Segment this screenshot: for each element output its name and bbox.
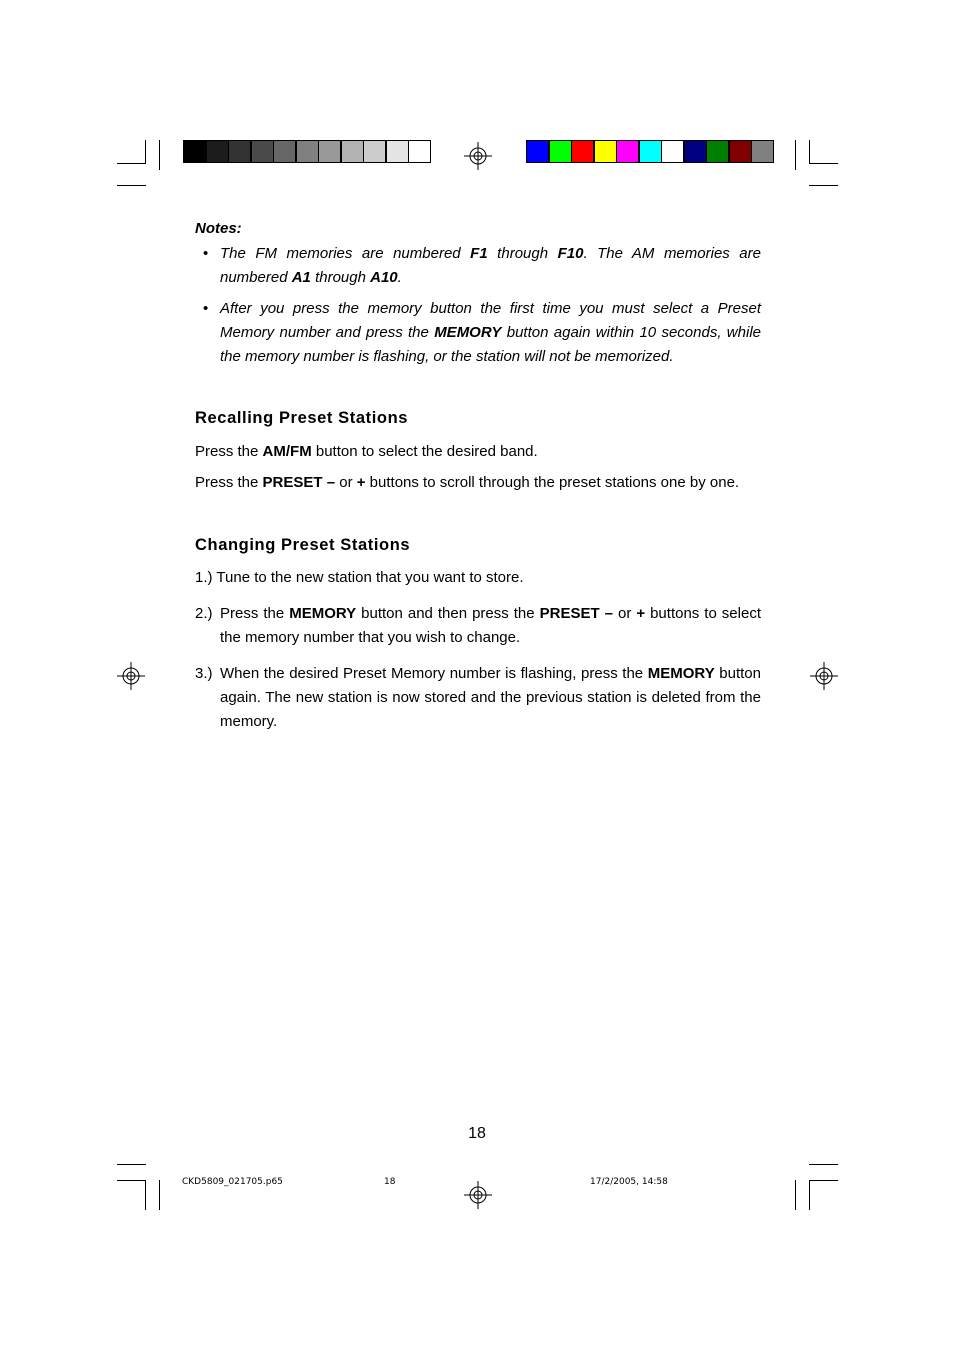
color-swatch <box>526 140 549 163</box>
crop-mark <box>117 1164 146 1165</box>
color-swatch <box>639 140 662 163</box>
color-swatch <box>363 140 386 163</box>
registration-mark-icon <box>464 1181 492 1209</box>
crop-mark <box>795 140 796 170</box>
crop-mark <box>145 1180 146 1210</box>
crop-mark <box>117 1180 146 1181</box>
color-swatch <box>251 140 274 163</box>
bold-text: A10 <box>370 269 398 286</box>
section-heading-changing: Changing Preset Stations <box>195 536 411 554</box>
color-swatch <box>228 140 251 163</box>
color-swatch <box>594 140 617 163</box>
bold-text: AM/FM <box>262 443 312 460</box>
bold-text: F10 <box>557 245 584 262</box>
step-number: 2.) <box>195 605 213 622</box>
footer-filename: CKD5809_021705.p65 <box>182 1177 283 1187</box>
color-swatch <box>549 140 572 163</box>
step-item: When the desired Preset Memory number is flashing, press the MEMORY button again. The new station is now stored and the previous station is deleted from the memory. <box>220 665 761 730</box>
step-number: 3.) <box>195 665 213 682</box>
paragraph: Press the PRESET – or + buttons to scroll through the preset stations one by one. <box>195 474 740 491</box>
crop-mark <box>117 163 146 164</box>
crop-mark <box>159 140 160 170</box>
registration-mark-icon <box>117 662 145 690</box>
color-swatch <box>273 140 296 163</box>
bullet-icon: • <box>203 300 209 317</box>
color-swatch <box>684 140 707 163</box>
crop-mark <box>809 185 838 186</box>
color-swatch <box>183 140 206 163</box>
crop-mark <box>809 140 810 164</box>
section-heading-recalling: Recalling Preset Stations <box>195 409 409 427</box>
color-swatch <box>386 140 409 163</box>
bold-text: A1 <box>291 269 311 286</box>
bold-text: PRESET – <box>262 474 336 491</box>
color-swatch <box>616 140 639 163</box>
registration-mark-icon <box>464 142 492 170</box>
bold-text: F1 <box>470 245 488 262</box>
crop-mark <box>117 185 146 186</box>
bold-text: + <box>356 474 366 491</box>
note-item: The FM memories are numbered F1 through F10. The AM memories are numbered A1 through A10. <box>220 245 761 286</box>
color-swatch <box>706 140 729 163</box>
bold-text: MEMORY <box>289 605 357 622</box>
notes-title: Notes: <box>195 220 242 237</box>
crop-mark <box>159 1180 160 1210</box>
bold-text: MEMORY <box>434 324 502 341</box>
color-swatch <box>408 140 431 163</box>
color-swatch <box>729 140 752 163</box>
color-swatch <box>341 140 364 163</box>
crop-mark <box>809 1180 838 1181</box>
crop-mark <box>809 1164 838 1165</box>
color-swatch <box>206 140 229 163</box>
color-swatch <box>751 140 774 163</box>
crop-mark <box>809 163 838 164</box>
registration-mark-icon <box>810 662 838 690</box>
crop-mark <box>809 1180 810 1210</box>
footer-page: 18 <box>384 1177 396 1187</box>
page-number: 18 <box>468 1125 486 1142</box>
note-item: After you press the memory button the first time you must select a Preset Memory number and press the MEMORY button again within 10 seconds, while the memory number is flashing, or the station will not be memorized. <box>220 300 761 365</box>
color-swatch <box>318 140 341 163</box>
step-item: 1.) Tune to the new station that you want to store. <box>195 569 524 586</box>
paragraph: Press the AM/FM button to select the desired band. <box>195 443 538 460</box>
bullet-icon: • <box>203 245 209 262</box>
footer-datetime: 17/2/2005, 14:58 <box>590 1177 668 1187</box>
color-swatch <box>296 140 319 163</box>
bold-text: MEMORY <box>647 665 715 682</box>
color-swatch <box>571 140 594 163</box>
step-item: Press the MEMORY button and then press the PRESET – or + buttons to select the memory number that you wish to change. <box>220 605 761 646</box>
bold-text: + <box>636 605 646 622</box>
crop-mark <box>145 140 146 164</box>
crop-mark <box>795 1180 796 1210</box>
color-swatch <box>661 140 684 163</box>
bold-text: PRESET – <box>539 605 613 622</box>
